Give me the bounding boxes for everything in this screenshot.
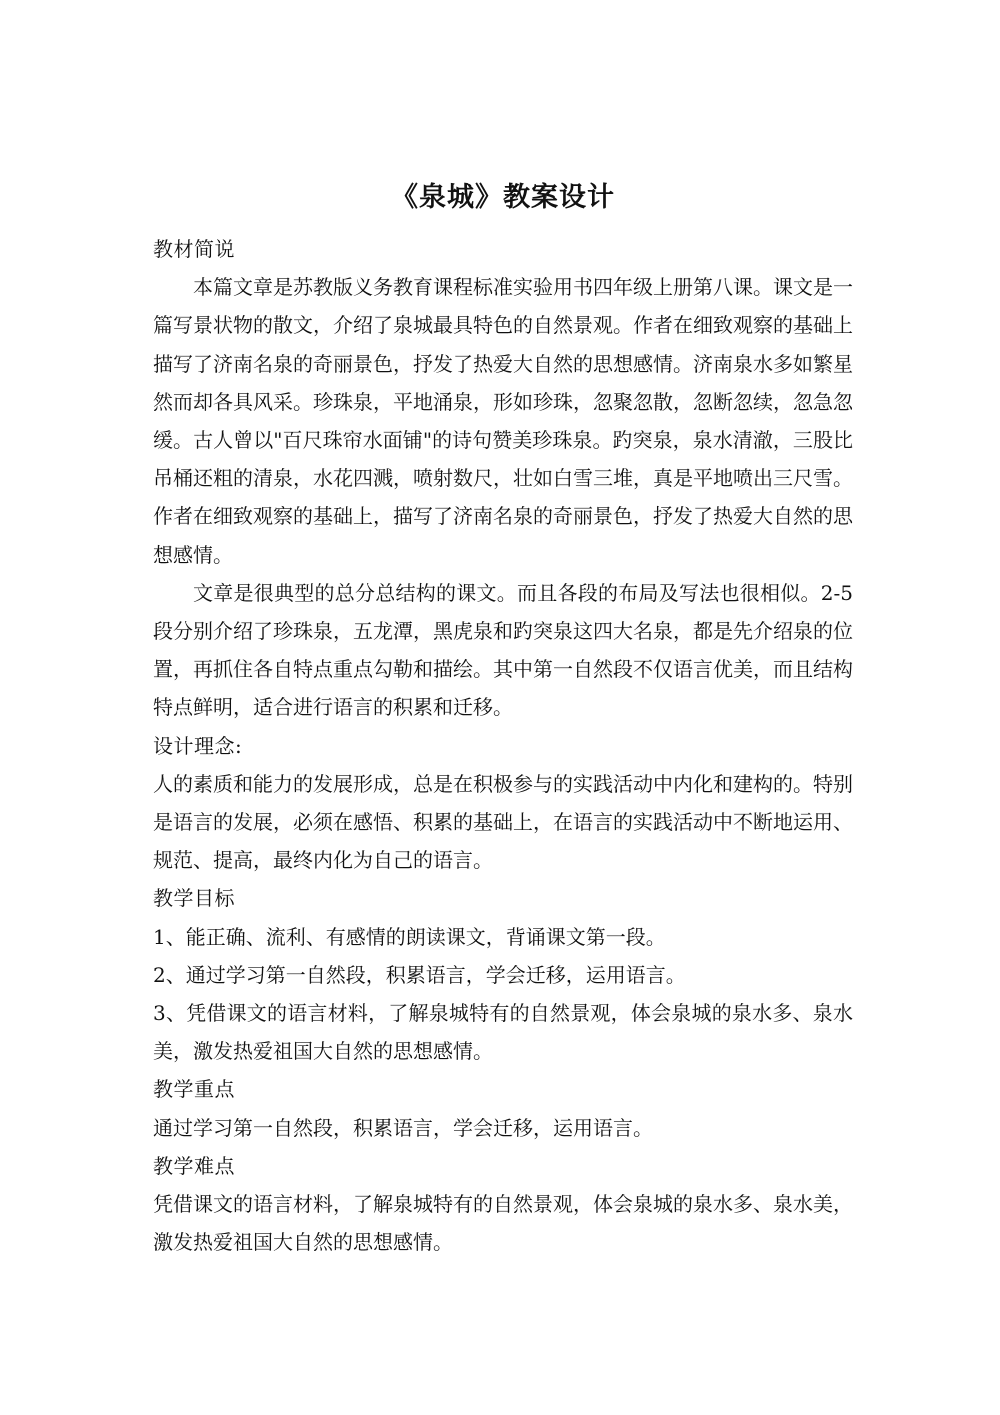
goal-item-3: 3、凭借课文的语言材料，了解泉城特有的自然景观，体会泉城的泉水多、泉水美，激发热爱祖国大自然的思想感情。: [153, 1001, 853, 1064]
section-key-points: [153, 1070, 853, 1146]
document-title: 《泉城》教案设计: [391, 182, 615, 213]
section-difficulties: [153, 1147, 853, 1262]
section-heading-goals: 教学目标: [153, 886, 235, 911]
materials-paragraph-2: 文章是很典型的总分总结构的课文。而且各段的布局及写法也很相似。2-5段分别介绍了珍珠泉，五龙潭，黑虎泉和趵突泉这四大名泉，都是先介绍泉的位置，再抓住各自特点重点勾勒和描绘。其中第一自然段不仅语言优美，而且结构特点鲜明，适合进行语言的积累和迁移。: [153, 580, 853, 720]
philosophy-text: 人的素质和能力的发展形成，总是在积极参与的实践活动中内化和建构的。特别是语言的发展，必须在感悟、积累的基础上，在语言的实践活动中不断地运用、规范、提高，最终内化为自己的语言。: [153, 771, 853, 873]
materials-paragraph-1: 本篇文章是苏教版义务教育课程标准实验用书四年级上册第八课。课文是一篇写景状物的散文，介绍了泉城最具特色的自然景观。作者在细致观察的基础上描写了济南名泉的奇丽景色，抒发了热爱大自然的思想感情。济南泉水多如繁星然而却各具风采。珍珠泉，平地涌泉，形如珍珠，忽聚忽散，忽断忽续，忽急忽缓。古人曾以"百尺珠帘水面铺"的诗句赞美珍珠泉。趵突泉，泉水清澈，三股比吊桶还粗的清泉，水花四溅，喷射数尺，壮如白雪三堆，真是平地喷出三尺雪。作者在细致观察的基础上，描写了济南名泉的奇丽景色，抒发了热爱大自然的思想感情。: [153, 275, 853, 567]
difficulties-text: 凭借课文的语言材料，了解泉城特有的自然景观，体会泉城的泉水多、泉水美，激发热爱祖国大自然的思想感情。: [153, 1192, 853, 1255]
goal-item-1: 1、能正确、流利、有感情的朗读课文，背诵课文第一段。: [153, 924, 666, 949]
key-points-text: 通过学习第一自然段，积累语言，学会迁移，运用语言。: [153, 1115, 653, 1140]
section-heading-key-points: 教学重点: [153, 1077, 235, 1102]
section-heading-difficulties: 教学难点: [153, 1153, 235, 1178]
section-philosophy: [153, 727, 853, 880]
section-heading-materials: 教材简说: [153, 237, 235, 261]
document-page: [153, 170, 853, 1261]
goal-item-2: 2、通过学习第一自然段，积累语言，学会迁移，运用语言。: [153, 962, 686, 987]
section-goals: [153, 879, 853, 1070]
section-materials: [153, 230, 853, 727]
section-heading-philosophy: 设计理念:: [153, 733, 243, 758]
